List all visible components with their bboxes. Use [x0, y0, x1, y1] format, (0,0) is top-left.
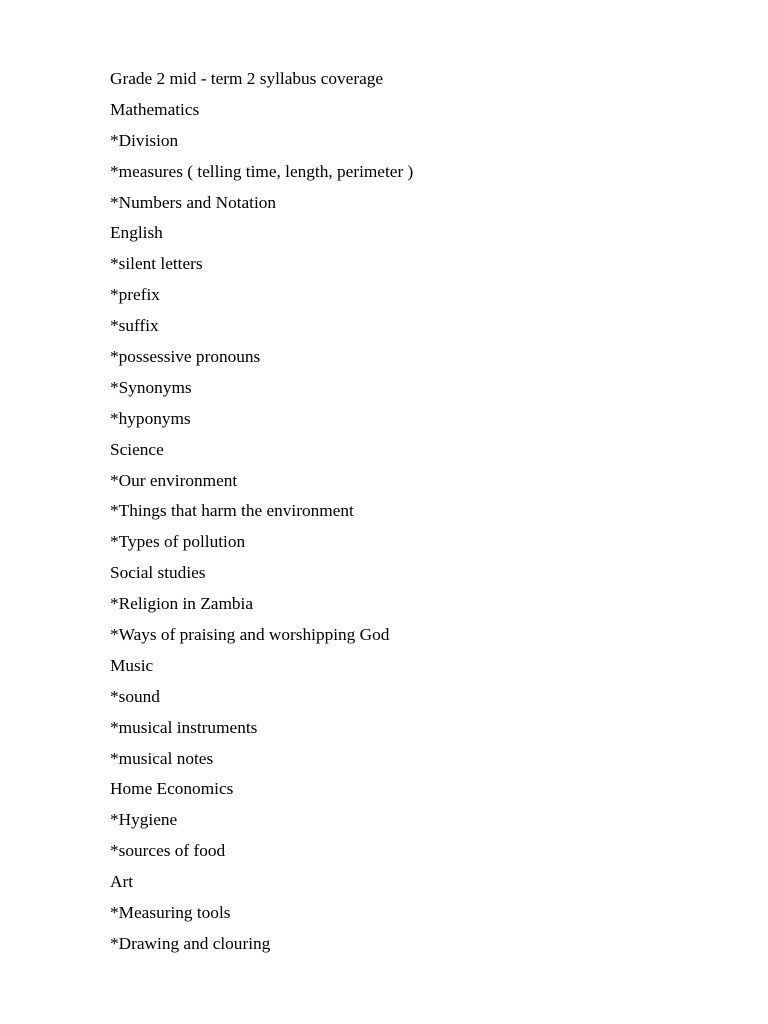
- topic-line: *possessive pronouns: [110, 347, 261, 367]
- topic-line: *sound: [110, 686, 160, 706]
- topic-line: *sources of food: [110, 841, 226, 861]
- subject-heading-music: Music: [110, 655, 154, 675]
- topic-line: *prefix: [110, 285, 160, 305]
- subject-heading-science: Science: [110, 439, 164, 459]
- subject-heading-art: Art: [110, 872, 134, 892]
- topic-line: *Types of pollution: [110, 532, 246, 552]
- subject-heading-home-economics: Home Economics: [110, 779, 234, 799]
- topic-line: *Division: [110, 130, 179, 150]
- subject-heading-social-studies: Social studies: [110, 563, 206, 583]
- topic-line: *Measuring tools: [110, 903, 231, 923]
- document-title: Grade 2 mid - term 2 syllabus coverage: [110, 69, 384, 88]
- topic-line: *Synonyms: [110, 377, 192, 397]
- subject-heading-mathematics: Mathematics: [110, 99, 200, 119]
- topic-line: *Our environment: [110, 470, 238, 490]
- topic-line: *Things that harm the environment: [110, 501, 354, 521]
- topic-line: *Numbers and Notation: [110, 192, 277, 212]
- topic-line: *measures ( telling time, length, perimeter ): [110, 161, 414, 181]
- topic-line: *silent letters: [110, 254, 203, 274]
- topic-line: *Religion in Zambia: [110, 594, 254, 614]
- topic-line: *musical instruments: [110, 717, 258, 737]
- topic-line: *suffix: [110, 316, 159, 336]
- document-body: [110, 64, 413, 960]
- subject-heading-english: English: [110, 223, 163, 243]
- topic-line: *Hygiene: [110, 810, 178, 830]
- topic-line: *Drawing and clouring: [110, 933, 271, 953]
- topic-line: *hyponyms: [110, 408, 191, 428]
- topic-line: *musical notes: [110, 748, 214, 768]
- topic-line: *Ways of praising and worshipping God: [110, 625, 390, 645]
